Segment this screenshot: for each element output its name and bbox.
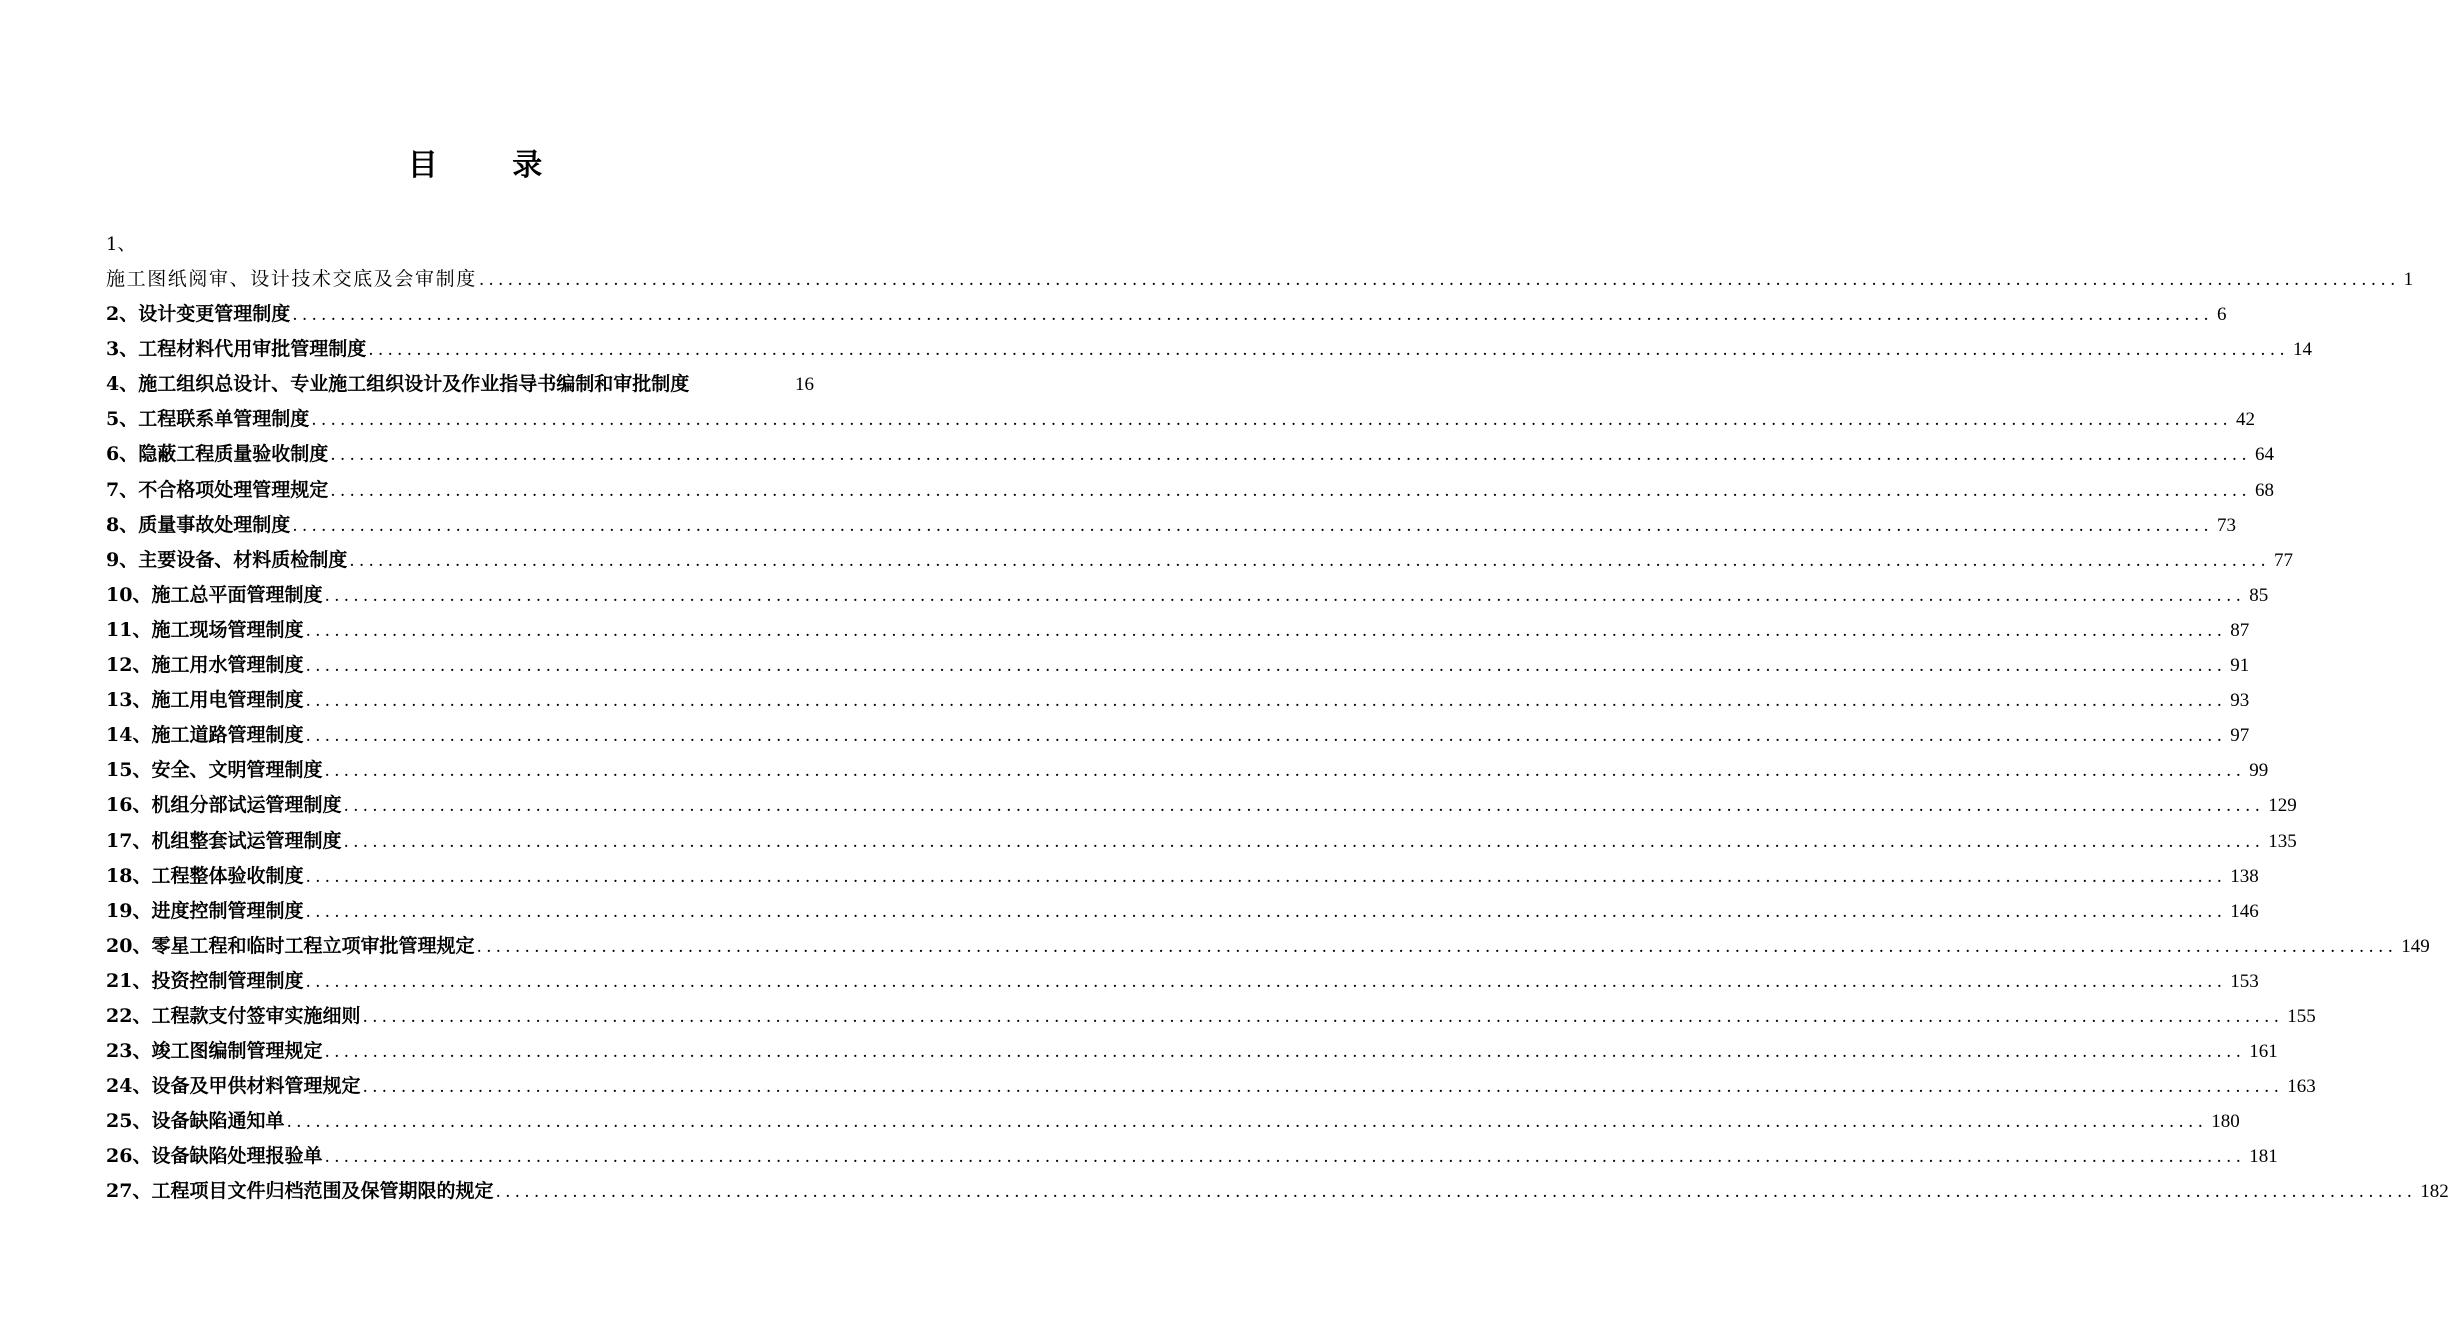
toc-entry-title: 安全、文明管理制度 [151,759,323,782]
toc-entry-page-number: 14 [2293,339,2313,361]
toc-entry-title: 设备及甲供材料管理规定 [151,1075,361,1098]
toc-dot-leader: ........................................................................................................................................................................................................ [292,515,2214,536]
toc-entry-number: 6、 [106,443,139,466]
toc-entry-page-number: 181 [2249,1146,2278,1168]
toc-entry-number: 13、 [106,689,152,712]
toc-entry-label [106,262,477,297]
toc-entry-title: 竣工图编制管理规定 [151,1040,323,1063]
toc-dot-leader: ........................................................................................................................................................................................................ [311,410,2233,431]
toc-entry-title: 施工道路管理制度 [151,724,304,747]
toc-dot-leader: ........................................................................................................................................................................................................ [324,1147,2246,1168]
toc-entry-number: 8、 [106,513,139,536]
toc-entry-page-number: 146 [2230,900,2259,922]
toc-entry-number: 21、 [106,969,152,992]
toc-entry-page-number: 64 [2255,444,2275,466]
toc-entry-title: 施工用电管理制度 [151,689,304,712]
toc-entry-title: 主要设备、材料质检制度 [138,548,348,571]
toc-entry[interactable] [106,473,2275,508]
toc-entry-title: 工程项目文件归档范围及保管期限的规定 [151,1180,494,1203]
toc-dot-leader: ........................................................................................................................................................................................................ [368,340,2290,361]
toc-entry-label [106,543,347,578]
toc-entry-page-number: 163 [2287,1076,2316,1098]
toc-entry-number: 17、 [106,829,152,852]
toc-dot-leader: ........................................................................................................................................................................................................ [305,691,2227,712]
toc-entry-label [106,473,328,508]
toc-entry[interactable] [106,508,2237,543]
toc-entry-title: 工程联系单管理制度 [138,408,310,431]
toc-entry-number: 19、 [106,899,152,922]
toc-entry[interactable] [106,402,2256,437]
toc-dot-leader: ........................................................................................................................................................................................................ [362,1077,2284,1098]
toc-entry[interactable] [106,1034,2278,1069]
toc-entry-number: 3、 [106,338,139,361]
toc-entry-number: 26、 [106,1145,152,1168]
toc-title: 目 录 [407,148,575,183]
toc-entry-number: 16、 [106,794,152,817]
toc-entry[interactable] [106,894,2259,929]
toc-entry-title: 进度控制管理制度 [151,899,304,922]
toc-dot-leader: ........................................................................................................................................................................................................ [305,656,2227,677]
toc-dot-leader: ........................................................................................................................................................................................................ [305,726,2227,747]
toc-dot-leader: ........................................................................................................................................................................................................ [324,585,2246,606]
toc-entry-page-number: 42 [2236,409,2256,431]
toc-entry-label [106,859,303,894]
toc-entry-title: 工程整体验收制度 [151,864,304,887]
toc-dot-leader: ........................................................................................................................................................................................................ [305,971,2227,992]
toc-entry-page-number: 85 [2249,584,2269,606]
toc-entry[interactable] [106,332,2313,367]
toc-entry-number: 24、 [106,1075,152,1098]
toc-entry-number: 2、 [106,303,139,326]
toc-entry-title: 零星工程和临时工程立项审批管理规定 [151,934,475,957]
toc-entry-label [106,718,303,753]
toc-entry-label [106,1139,322,1174]
toc-entry[interactable] [106,718,2250,753]
toc-entry-number: 11、 [106,618,152,641]
toc-entry-page-number: 91 [2230,655,2250,677]
toc-entry[interactable] [106,543,2294,578]
toc-entry-title: 投资控制管理制度 [151,969,304,992]
toc-entry-title: 施工组织总设计、专业施工组织设计及作业指导书编制和审批制度 [138,373,690,396]
toc-entry-label [106,753,322,788]
toc-dot-leader: ........................................................................................................................................................................................................ [330,445,2252,466]
toc-entry-label [106,367,689,402]
toc-dot-leader: ........................................................................................................................................................................................................ [330,480,2252,501]
toc-entry-page-number: 129 [2268,795,2297,817]
toc-entry-title: 施工现场管理制度 [151,618,304,641]
toc-dot-leader: ........................................................................................................................................................................................................ [292,305,2214,326]
toc-entry[interactable] [106,648,2250,683]
toc-entry-number: 9、 [106,548,139,571]
toc-entry-page-number: 1 [2403,269,2414,290]
toc-entry-label [106,683,303,718]
toc-entry-label [106,1034,322,1069]
toc-entry[interactable] [106,1139,2278,1174]
toc-entry-number: 14、 [106,724,152,747]
toc-entry[interactable] [106,1069,2316,1104]
toc-entry[interactable] [106,753,2269,788]
toc-entry-label [106,648,303,683]
toc-dot-leader: ........................................................................................................................................................................................................ [343,796,2265,817]
toc-dot-leader: ........................................................................................................................................................................................................ [305,620,2227,641]
toc-entry[interactable] [106,1174,2449,1209]
toc-entry[interactable] [106,964,2259,999]
toc-dot-leader: ........................................................................................................................................................................................................ [343,831,2265,852]
toc-dot-leader: ........................................................................................................................................................................................................ [476,936,2398,957]
toc-entry[interactable] [106,437,2275,472]
toc-entry-label [106,578,322,613]
toc-entry[interactable] [106,578,2269,613]
toc-entry[interactable] [106,788,2297,823]
toc-entry-page-number: 77 [2274,549,2294,571]
toc-entry-label [106,929,474,964]
toc-dot-leader: ........................................................................................................................................................................................................ [324,1042,2246,1063]
toc-entry-number: 22、 [106,1004,152,1027]
toc-entry[interactable] [106,613,2250,648]
toc-entry-label [106,1069,360,1104]
toc-entry-label [106,894,303,929]
toc-entry[interactable] [106,859,2259,894]
toc-entry-page-number: 97 [2230,725,2250,747]
toc-entry-title: 机组整套试运管理制度 [151,829,342,852]
toc-dot-leader: ........................................................................................................................................................................................................ [324,761,2246,782]
toc-entry-label [106,613,303,648]
toc-entry-page-number: 6 [2217,304,2227,326]
toc-entry-number: 5、 [106,408,139,431]
toc-entry-label [106,508,290,543]
toc-entry-page-number: 73 [2217,514,2237,536]
toc-entry-page-number: 68 [2255,479,2275,501]
toc-entry-title: 施工总平面管理制度 [151,583,323,606]
toc-entry-label [106,297,290,332]
toc-entry-label [106,437,328,472]
toc-entry-page-number: 161 [2249,1041,2278,1063]
toc-list [106,262,2449,1210]
toc-entry[interactable] [106,824,2297,859]
toc-entry-page-number: 99 [2249,760,2269,782]
toc-entry-number: 4、 [106,373,139,396]
toc-entry[interactable] [106,297,2227,332]
toc-entry-title: 设备缺陷处理报验单 [151,1145,323,1168]
toc-entry-label [106,999,360,1034]
toc-entry-label [106,402,309,437]
toc-entry-label [106,1104,284,1139]
toc-entry-label [106,964,303,999]
toc-entry-title: 隐蔽工程质量验收制度 [138,443,329,466]
toc-entry-page-number: 135 [2268,830,2297,852]
toc-entry-title: 机组分部试运管理制度 [151,794,342,817]
toc-entry-label [106,824,341,859]
toc-entry-number: 15、 [106,759,152,782]
toc-entry-number: 12、 [106,654,152,677]
toc-entry-number: 27、 [106,1180,152,1203]
toc-entry-page-number: 153 [2230,970,2259,992]
toc-entry-title: 工程材料代用审批管理制度 [138,338,367,361]
toc-dot-leader: ........................................................................................................................................................................................................ [362,1006,2284,1027]
toc-entry-title: 设计变更管理制度 [138,303,291,326]
toc-entry[interactable] [106,1104,2240,1139]
toc-entry-page-number: 93 [2230,690,2250,712]
toc-dot-leader: ........................................................................................................................................................................................................ [305,901,2227,922]
toc-entry-title: 不合格项处理管理规定 [138,478,329,501]
toc-dot-leader: ........................................................................................................................................................................................................ [495,1182,2417,1203]
toc-entry[interactable] [106,683,2250,718]
toc-entry[interactable] [106,262,2414,297]
toc-entry-page-number: 180 [2211,1111,2240,1133]
toc-dot-leader: ........................................................................................................................................................................................................ [286,1112,2208,1133]
toc-entry[interactable] [106,999,2316,1034]
toc-entry-title: 工程款支付签审实施细则 [151,1004,361,1027]
toc-entry-page-number: 155 [2287,1005,2316,1027]
toc-entry-number: 25、 [106,1110,152,1133]
toc-entry-title: 质量事故处理制度 [138,513,291,536]
toc-entry-page-number: 138 [2230,865,2259,887]
toc-entry-label [106,332,366,367]
toc-entry[interactable] [106,367,814,402]
toc-entry-title: 施工图纸阅审、设计技术交底及会审制度 [106,268,477,290]
toc-entry-label [106,1174,493,1209]
toc-entry-label [106,788,341,823]
toc-dot-leader: ........................................................................................................................................................................................................ [349,550,2271,571]
toc-entry-page-number: 87 [2230,619,2250,641]
toc-entry-1-number: 1、 [106,234,136,255]
toc-entry-title: 施工用水管理制度 [151,654,304,677]
toc-entry-number: 10、 [106,583,152,606]
toc-entry-number: 23、 [106,1040,152,1063]
toc-entry-title: 设备缺陷通知单 [151,1110,285,1133]
toc-entry-page-number: 16 [795,374,814,396]
toc-entry[interactable] [106,929,2430,964]
toc-entry-number: 18、 [106,864,152,887]
toc-entry-page-number: 182 [2420,1181,2449,1203]
toc-entry-number: 7、 [106,478,139,501]
toc-dot-leader: ........................................................................................................................................................................................................ [305,866,2227,887]
toc-dot-leader: ........................................................................................................................................................................................................ [478,270,2400,290]
toc-entry-number: 20、 [106,934,152,957]
toc-entry-page-number: 149 [2401,935,2430,957]
